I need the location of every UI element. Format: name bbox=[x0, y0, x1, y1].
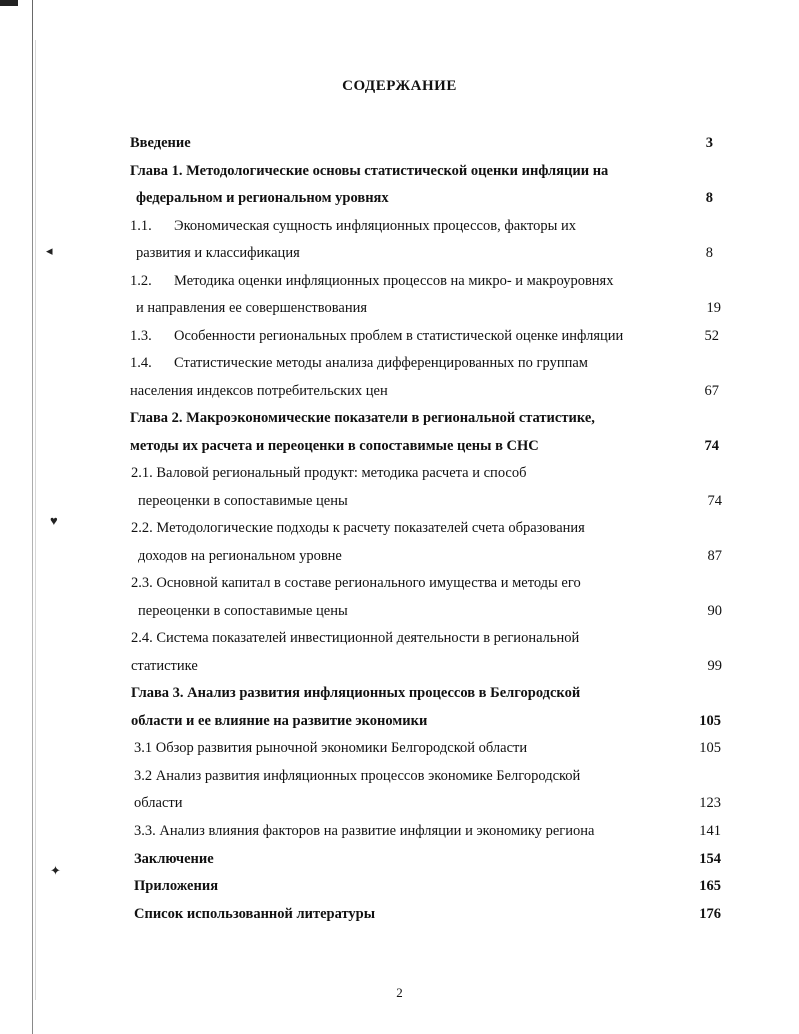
toc-section-1-1-page: 8 bbox=[705, 245, 713, 261]
scan-corner-mark bbox=[0, 0, 18, 6]
toc-chapter2-title-line1: Глава 2. Макроэкономические показатели в региональной статистике, bbox=[130, 410, 595, 426]
toc-section-2-4-page: 99 bbox=[707, 658, 722, 674]
toc-references-page: 176 bbox=[699, 906, 721, 922]
toc-intro-page: 3 bbox=[705, 135, 713, 151]
toc-section-2-3-line1: 2.3. Основной капитал в составе регионального имущества и методы его bbox=[131, 575, 581, 591]
toc-conclusion-title: Заключение bbox=[134, 851, 214, 867]
toc-section-2-4-line1: 2.4. Система показателей инвестиционной деятельности в региональной bbox=[131, 630, 580, 646]
toc-section-1-1-line1 bbox=[130, 216, 576, 236]
toc-section-number: 1.3. bbox=[130, 328, 152, 344]
toc-chapter3-title-line1: Глава 3. Анализ развития инфляционных процессов в Белгородской bbox=[131, 685, 581, 701]
toc-section-2-3-page: 90 bbox=[707, 603, 722, 619]
toc-section-2-2-line2: доходов на региональном уровне bbox=[138, 548, 342, 564]
scan-speck-mark: ◂ bbox=[46, 243, 53, 258]
toc-section-1-4-line1 bbox=[130, 353, 588, 373]
page-title: СОДЕРЖАНИЕ bbox=[342, 78, 457, 94]
toc-section-1-3-page: 52 bbox=[704, 328, 719, 344]
toc-chapter2-page: 74 bbox=[704, 438, 719, 454]
toc-chapter1-page: 8 bbox=[705, 190, 713, 206]
toc-section-3-2-line2: области bbox=[134, 795, 183, 811]
scan-speck-mark: ♥ bbox=[50, 513, 58, 528]
scan-edge-line-faint bbox=[35, 40, 36, 1000]
toc-appendix-title: Приложения bbox=[134, 878, 219, 894]
toc-section-title: Методика оценки инфляционных процессов на микро- и макроуровнях bbox=[174, 273, 614, 289]
toc-section-1-2-page: 19 bbox=[706, 300, 721, 316]
toc-section-3-1-page: 105 bbox=[699, 740, 721, 756]
toc-chapter1-title-line1: Глава 1. Методологические основы статистической оценки инфляции на bbox=[130, 163, 609, 179]
toc-intro-title: Введение bbox=[130, 135, 191, 151]
toc-section-title: Особенности региональных проблем в статистической оценке инфляции bbox=[174, 328, 624, 344]
toc-section-2-4-line2: статистике bbox=[131, 658, 198, 674]
toc-section-1-3-line1 bbox=[130, 326, 623, 346]
toc-chapter2-title-line2: методы их расчета и переоценки в сопоставимые цены в СНС bbox=[130, 438, 539, 454]
toc-section-3-1-line1: 3.1 Обзор развития рыночной экономики Белгородской области bbox=[134, 740, 528, 756]
toc-conclusion-page: 154 bbox=[699, 851, 721, 867]
toc-section-title: Экономическая сущность инфляционных процессов, факторы их bbox=[174, 218, 577, 234]
toc-section-2-3-line2: переоценки в сопоставимые цены bbox=[138, 603, 348, 619]
toc-section-2-1-page: 74 bbox=[707, 493, 722, 509]
toc-chapter3-page: 105 bbox=[699, 713, 721, 729]
toc-section-1-1-line2: развития и классификация bbox=[136, 245, 300, 261]
toc-section-number: 1.1. bbox=[130, 218, 152, 234]
toc-section-2-1-line2: переоценки в сопоставимые цены bbox=[138, 493, 348, 509]
toc-appendix-page: 165 bbox=[699, 878, 721, 894]
toc-references-title: Список использованной литературы bbox=[134, 906, 376, 922]
toc-section-number: 1.2. bbox=[130, 273, 152, 289]
scan-edge-line bbox=[32, 0, 33, 1034]
toc-section-title: Статистические методы анализа дифференцированных по группам bbox=[174, 355, 588, 371]
toc-chapter3-title-line2: области и ее влияние на развитие экономики bbox=[131, 713, 428, 729]
toc-section-3-3-line1: 3.3. Анализ влияния факторов на развитие инфляции и экономику региона bbox=[134, 823, 595, 839]
toc-section-3-2-line1: 3.2 Анализ развития инфляционных процессов экономике Белгородской bbox=[134, 768, 581, 784]
toc-section-1-4-page: 67 bbox=[704, 383, 719, 399]
toc-section-1-2-line2: и направления ее совершенствования bbox=[136, 300, 368, 316]
toc-section-3-2-page: 123 bbox=[699, 795, 721, 811]
scan-speck-mark: ✦ bbox=[50, 863, 61, 878]
toc-section-2-2-line1: 2.2. Методологические подходы к расчету показателей счета образования bbox=[131, 520, 585, 536]
toc-section-number: 1.4. bbox=[130, 355, 152, 371]
toc-chapter1-title-line2: федеральном и региональном уровнях bbox=[136, 190, 389, 206]
toc-section-3-3-page: 141 bbox=[699, 823, 721, 839]
toc-section-1-2-line1 bbox=[130, 271, 613, 291]
toc-section-1-4-line2: населения индексов потребительских цен bbox=[130, 383, 388, 399]
toc-section-2-2-page: 87 bbox=[707, 548, 722, 564]
toc-section-2-1-line1: 2.1. Валовой региональный продукт: методика расчета и способ bbox=[131, 465, 527, 481]
page-number: 2 bbox=[396, 985, 403, 1000]
